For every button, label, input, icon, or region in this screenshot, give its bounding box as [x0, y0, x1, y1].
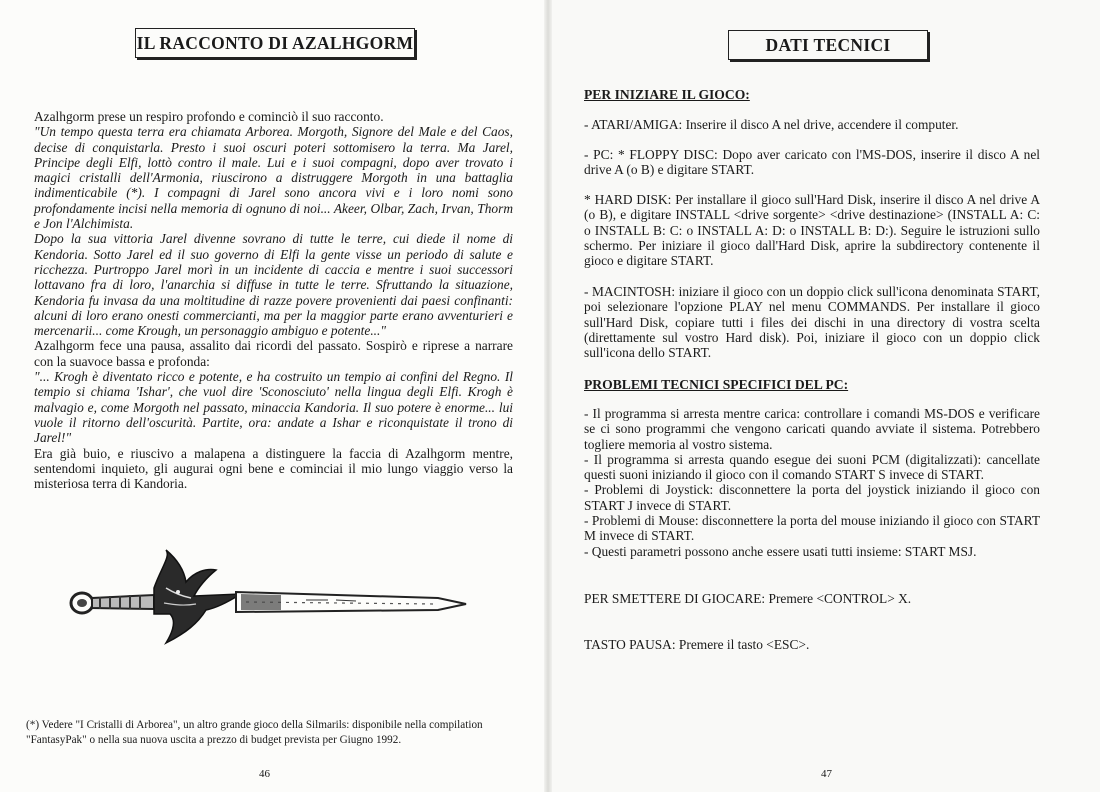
pc-problems-list [584, 406, 1040, 559]
problem-item: - Questi parametri possono anche essere usati tutti insieme: START MSJ. [584, 543, 977, 559]
macintosh-instructions: - MACINTOSH: iniziare il gioco con un doppio click sull'icona denominata START, poi selezionare l'opzione PLAY nel menu COMMANDS. Per installare il gioco sull'Hard Disk, copiare tutti i files dei dischi in una directory di vostra scelta (direttamente sul vostro Hard disk). Poi, iniziare il gioco con un doppio click sull'icona dello START. [584, 284, 1040, 361]
book-gutter [544, 0, 552, 792]
story-paragraph: "Un tempo questa terra era chiamata Arborea. Morgoth, Signore del Male e del Caos, decise di conquistarla. Presto i suoi oscuri poteri sottomisero la terra. Ma Jarel, Principe degli Elfi, lottò contro il male. Lui e i suoi compagni, dopo aver trovato i magici cristalli dell'Armonia, riuscirono a distruggere Morgoth in una battaglia indimenticabile (*). I compagni di Jarel sono ancora vivi e i loro nomi sono profondamente incisi nella memoria di ognuno di noi... Akeer, Olbar, Zach, Irvan, Thorm e Jon l'Alchimista. [34, 124, 513, 232]
heading-start-game: PER INIZIARE IL GIOCO: [584, 87, 750, 102]
pc-floppy-instructions: - PC: * FLOPPY DISC: Dopo aver caricato con l'MS-DOS, inserire il disco A nel drive A (o B) e digitare START. [584, 147, 1040, 178]
page-number-left: 46 [259, 768, 270, 780]
problem-item: - Problemi di Joystick: disconnettere la porta del joystick iniziando il gioco con START J invece di START. [584, 482, 1040, 513]
story-paragraph: Azalhgorm prese un respiro profondo e cominciò il suo racconto. [34, 109, 384, 124]
problem-item: - Problemi di Mouse: disconnettere la porta del mouse iniziando il gioco con START M invece di START. [584, 513, 1040, 544]
left-page-title: IL RACCONTO DI AZALHGORM [135, 28, 415, 58]
problem-item: - Il programma si arresta mentre carica: controllare i comandi MS-DOS e verificare se ci sono programmi che vengono caricati quando avviate il sistema. Potrebbero togliere memoria al vostro sistema. [584, 406, 1040, 452]
pc-hard-disk-instructions: * HARD DISK: Per installare il gioco sull'Hard Disk, inserire il disco A nel drive A (o B), e digitare INSTALL <drive sorgente> <drive destinazione> (INSTALL A: C: o INSTALL B: C: o INSTALL A: D: o INSTALL B: D:). Seguire le istruzioni sullo schermo. Per iniziare il gioco dall'Hard Disk, aprire la subdirectory contenente il gioco e digitare START. [584, 192, 1040, 269]
story-paragraph: "... Krogh è diventato ricco e potente, e ha costruito un tempio ai confini del Regno. Il tempio si chiama 'Ishar', che vuol dire 'Sconosciuto' nella lingua degli Elfi. Krogh è malvagio e, come Morgoth nel passato, minaccia Kandoria. Il suo potere è enorme... lui vuole il ritorno dell'oscurità. Partite, ora: andate a Ishar e riconquistate il trono di Jarel!" [34, 369, 513, 446]
story-paragraph: Dopo la sua vittoria Jarel divenne sovrano di tutte le terre, cui diede il nome di Kendoria. Sotto Jarel ed il suo governo di Elfi la gente visse un periodo di salute e ricchezza. Purtroppo Jarel morì in un incidente di caccia e mentre i suoi successori lottavano fra di loro, l'anarchia si diffuse in tutte le terre. Sfruttando la situazione, Kendoria fu invasa da una moltitudine di razze povere provenienti dai paesi confinanti: alcuni di loro erano onesti commercianti, ma per la maggior parte erano avventurieri e mercenarii... come Krough, un personaggio ambiguo e potente..." [34, 231, 513, 339]
story-paragraph: Azalhgorm fece una pausa, assalito dai ricordi del passato. Sospirò e riprese a narrare con la suavoce bassa e profonda: [34, 338, 513, 369]
story-paragraph: Era già buio, e riuscivo a malapena a distinguere la faccia di Azalhgorm mentre, sentendomi inquieto, gli augurai ogni bene e cominciai il mio lungo viaggio verso la misteriosa terra di Kandoria. [34, 445, 513, 492]
footnote: (*) Vedere "I Cristalli di Arborea", un altro grande gioco della Silmarils: disponibile nella compilation "FantasyPak" o nella sua nuova uscita a prezzo di budget prevista per Giugno 1992. [26, 719, 483, 746]
problem-item: - Il programma si arresta quando esegue dei suoni PCM (digitalizzati): cancellate questi suoni iniziando il gioco con il comando START S invece di START. [584, 451, 1040, 483]
quit-instructions: PER SMETTERE DI GIOCARE: Premere <CONTROL> X. [584, 591, 912, 606]
right-page-title: DATI TECNICI [728, 30, 928, 60]
pause-instructions: TASTO PAUSA: Premere il tasto <ESC>. [584, 637, 810, 652]
atari-amiga-instructions: - ATARI/AMIGA: Inserire il disco A nel drive, accendere il computer. [584, 117, 959, 132]
heading-pc-problems: PROBLEMI TECNICI SPECIFICI DEL PC: [584, 377, 849, 392]
page-number-right: 47 [821, 768, 832, 780]
sword-illustration [66, 548, 476, 648]
story-text [34, 109, 513, 491]
